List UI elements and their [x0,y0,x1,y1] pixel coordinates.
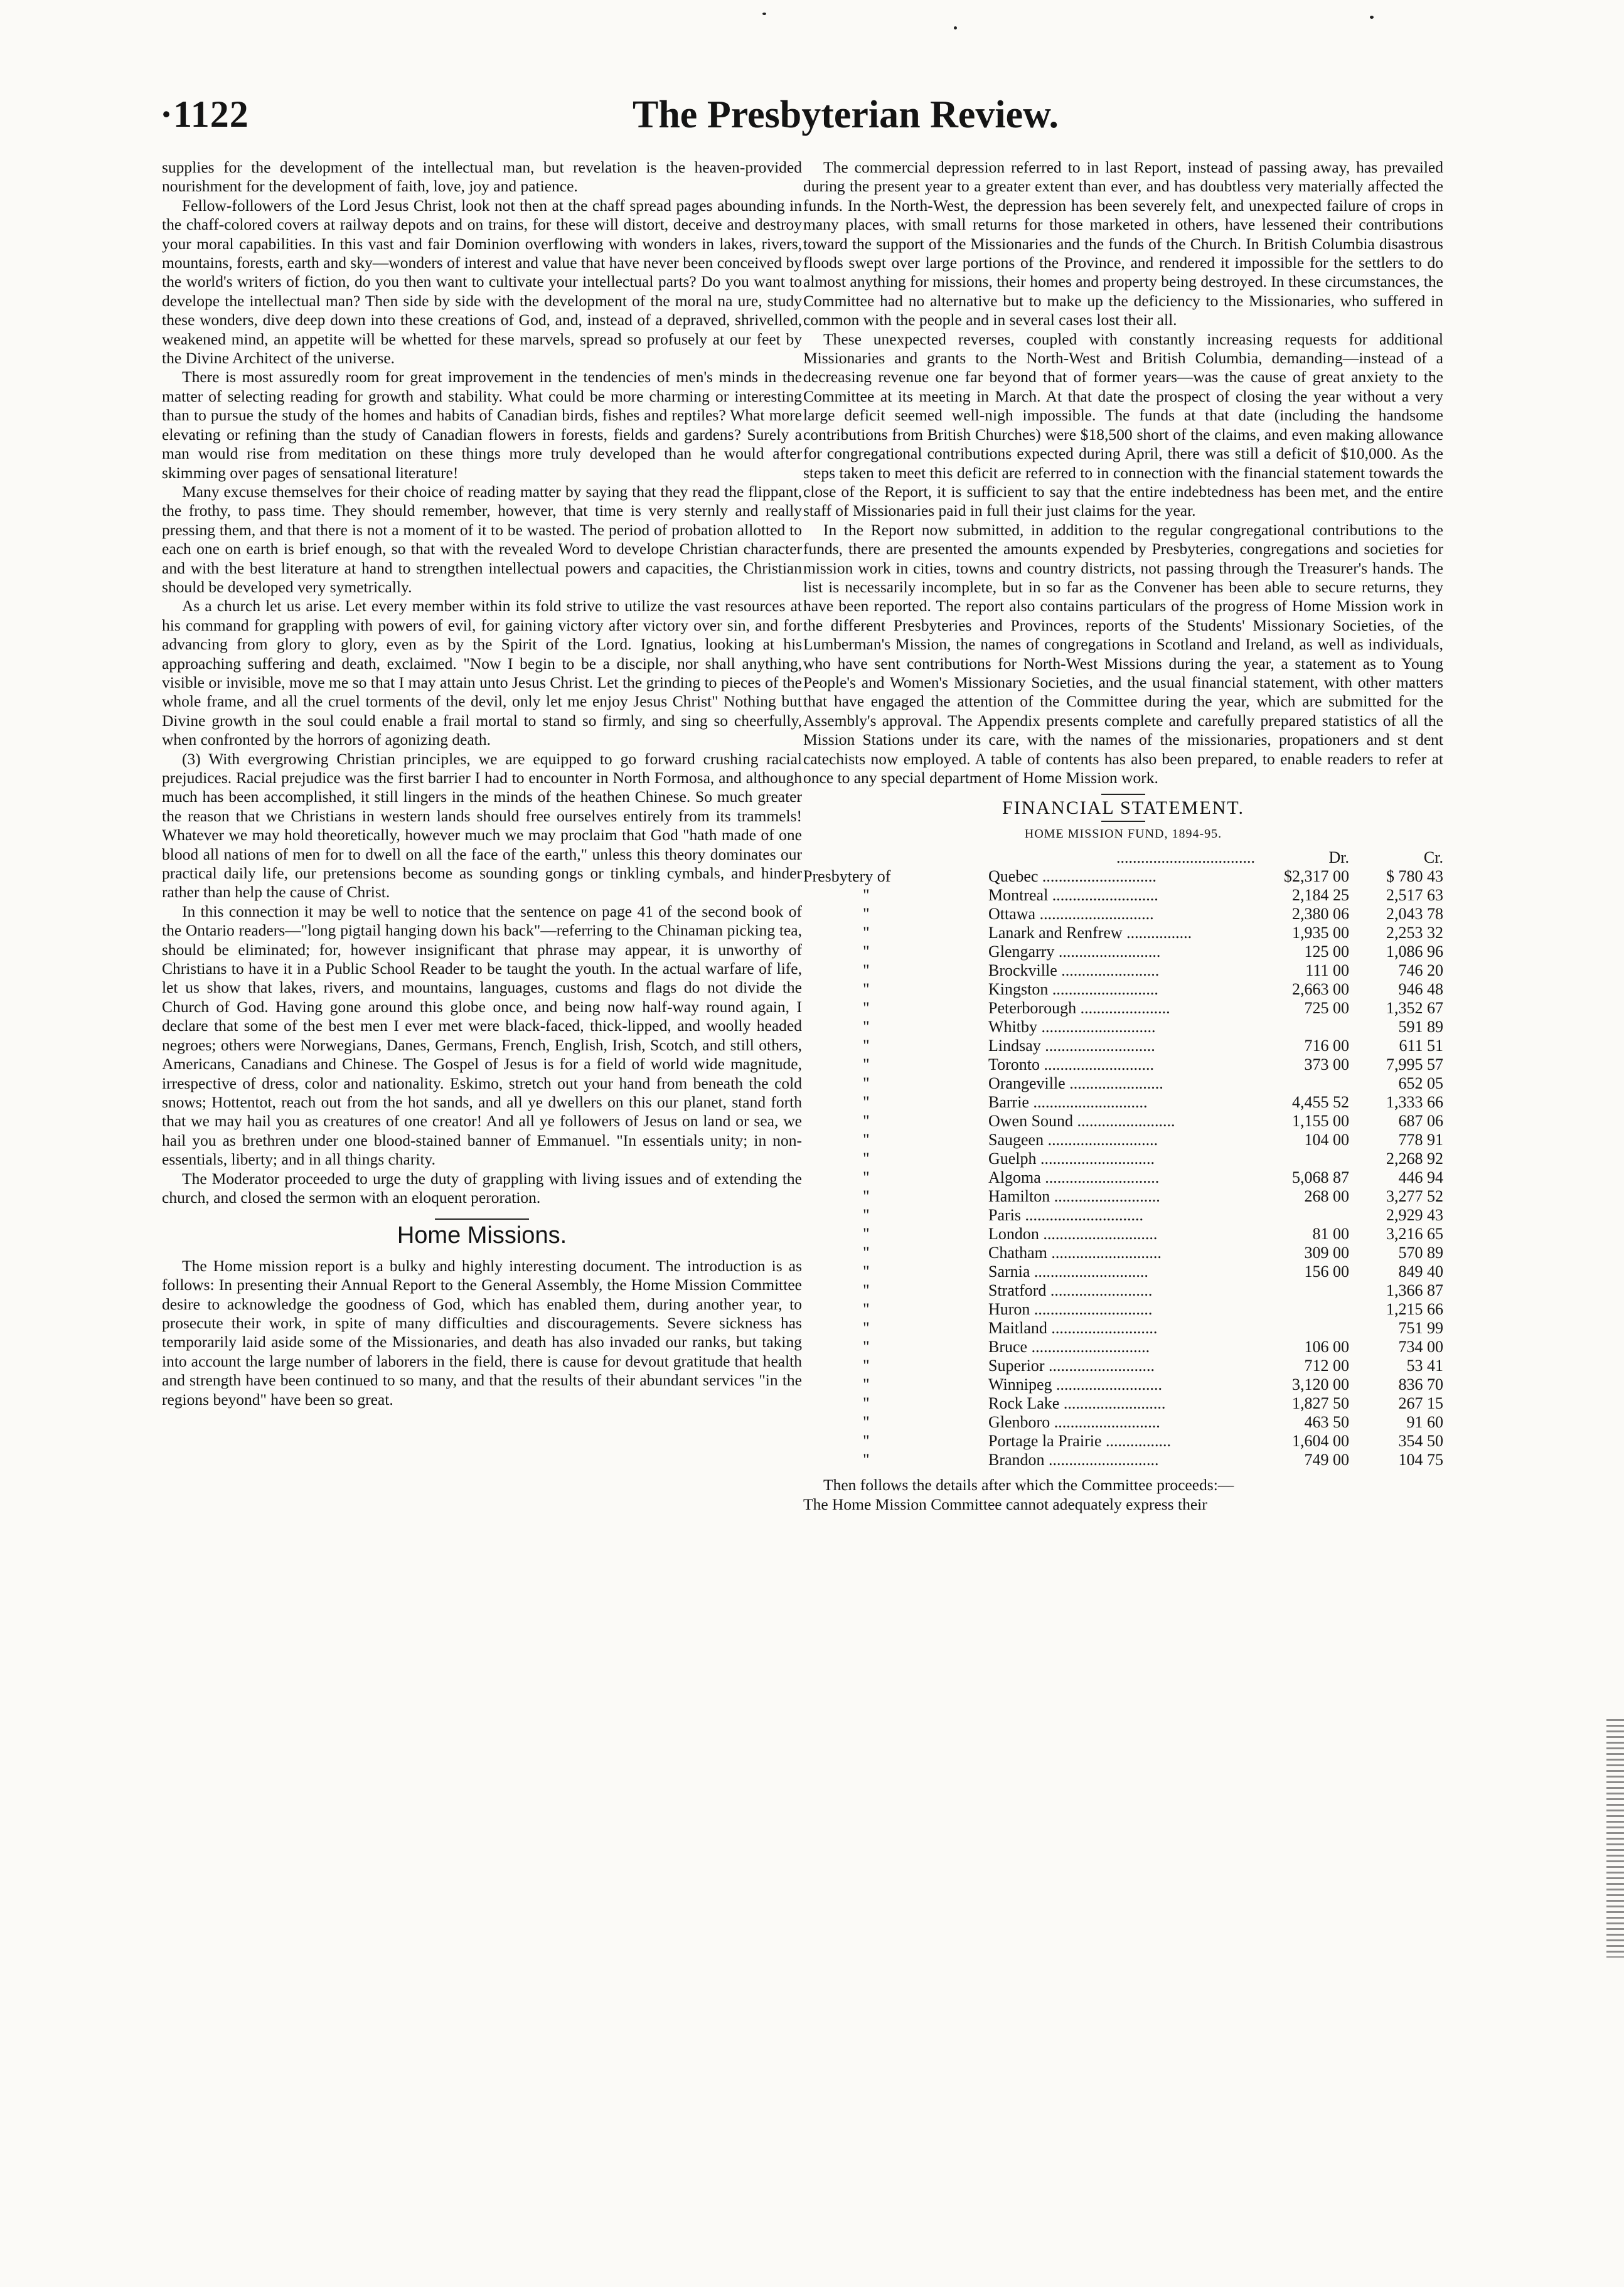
credit-amount: 652 05 [1398,1074,1443,1093]
article-paragraph: As a church let us arise. Let every member within its fold strive to utilize the vast resources at his command for grappling with powers of evil, for gaining victory after victory over sin, and for advancing from glory to glory, even as by the Spirit of the Lord. Ignatius, looking at his approaching suffering and death, exclaimed. "Now I begin to be a disciple, nor shall anything, visible or invisible, move me so that I may attain unto Jesus Christ. Let the grinding to pieces of the whole frame, and all the cruel torments of the devil, only let me enjoy Jesus Christ" Nothing but Divine growth in the soul could enable a frail mortal to stand so firmly, and sing so cheerfully, when confronted by the horrors of agonizing death. [162,597,802,749]
debit-amount: 749 00 [1304,1451,1349,1469]
debit-amount: 2,184 25 [1292,886,1349,905]
credit-amount: 1,086 96 [1386,942,1443,961]
ditto-mark: " [863,1413,870,1432]
debit-amount [1255,1281,1349,1300]
debit-amount: 1,935 00 [1292,924,1349,942]
ditto-mark: " [863,924,870,942]
debit-amount: 2,663 00 [1292,980,1349,999]
table-divider [1101,821,1145,822]
table-row [803,942,1443,961]
presbytery-name: Stratford ......................... [988,1281,1153,1300]
debit-amount: 268 00 [1304,1187,1349,1206]
article-paragraph: Many excuse themselves for their choice of reading matter by saying that they read the flippant, the frothy, to pass time. They should remember, however, that time is very sternly and really pressing them, and that there is not a moment of it to be wasted. The period of probation allotted to each one on earth is brief enough, so that with the revealed Word to develope Christian character and with the best literature at hand to strengthen intellectual powers and capacities, the Christian should be developed very symetrically. [162,482,802,596]
right-column [803,158,1443,1514]
presbytery-name: Winnipeg .......................... [988,1375,1162,1394]
presbytery-name: Owen Sound ........................ [988,1112,1175,1131]
table-row [803,886,1443,905]
article-paragraph: The Home Mission Committee cannot adequately express their [803,1495,1207,1513]
debit-amount: 106 00 [1304,1338,1349,1357]
left-column [162,158,802,1409]
table-row [803,1037,1443,1055]
table-row [803,1375,1443,1394]
ditto-mark: " [863,1074,870,1093]
scan-speck [954,26,957,29]
debit-amount [1255,1074,1349,1093]
presbytery-name: Hamilton .......................... [988,1187,1160,1206]
credit-amount: 751 99 [1398,1319,1443,1338]
debit-amount: 156 00 [1304,1262,1349,1281]
presbytery-name: Bruce ............................. [988,1338,1150,1357]
article-paragraph: In this connection it may be well to notice that the sentence on page 41 of the second book of the Ontario readers—"long pigtail hanging down his back"—referring to the Chinaman picking tea, should be eliminated; for, however insignificant that phrase may appear, it is unworthy of Christians to have it in a Public School Reader to be taught the youth. In the actual warfare of life, let us show that lakes, rivers, and mountains, languages, customs and flags do not divide the Church of God. Having gone around this globe once, and being now half-way round again, I declare that some of the best men I ever met were black-faced, thick-lipped, and woolly headed negroes; others were Norwegians, Danes, Germans, French, English, Irish, Scotch, and still others, Americans, Canadians and Chinese. The Gospel of Jesus is for a field of world wide magnitude, irrespective of dress, color and nationality. Eskimo, stretch out your hand from beneath the cold snows; Hottentot, reach out from the hot sands, and all ye dwellers on this our planet, stand forth that we may hail you as creatures of one creator! And all ye followers of Jesus on land or sea, we hail you as brethren under one blood-stained banner of Emmanuel. "In essentials unity; in non-essentials, liberty; and in all things charity. [162,902,802,1169]
table-row [803,1206,1443,1225]
presbytery-name: Sarnia ............................ [988,1262,1148,1281]
credit-amount: 3,277 52 [1386,1187,1443,1206]
financial-statement-subtitle: HOME MISSION FUND, 1894-95. [1024,826,1222,841]
presbytery-name: Kingston .......................... [988,980,1158,999]
table-divider [1101,794,1145,795]
ditto-mark: " [863,1018,870,1037]
table-row [803,999,1443,1018]
presbytery-name: Montreal .......................... [988,886,1158,905]
credit-amount: 2,517 63 [1386,886,1443,905]
presbytery-name: Rock Lake ......................... [988,1394,1166,1413]
page-header [160,93,1531,149]
debit-amount: 81 00 [1312,1225,1349,1244]
ditto-mark: " [863,1319,870,1338]
table-row [803,961,1443,980]
credit-amount: 734 00 [1398,1338,1443,1357]
debit-amount: 3,120 00 [1292,1375,1349,1394]
ditto-mark: " [863,905,870,924]
section-divider [435,1218,529,1220]
presbytery-name: Huron ............................. [988,1300,1153,1319]
ditto-mark: " [863,999,870,1018]
credit-amount: 591 89 [1398,1018,1443,1037]
credit-amount: 1,215 66 [1386,1300,1443,1319]
table-row [803,867,1443,886]
article-paragraph: The commercial depression referred to in last Report, instead of passing away, has prevailed during the present year to a greater extent than ever, and has doubtless very materially affected the funds. In the North-West, the depression has been severely felt, and unexpected failure of crops in many places, with small returns for those marketed in others, have lessened their contributions toward the support of the Missionaries and the funds of the Church. In British Columbia disastrous floods swept over large portions of the Province, and rendered it impossible for the settlers to do almost anything for missions, their homes and property being destroyed. In these circumstances, the Committee had no alternative but to make up the deficiency to the Missionaries, who suffered in common with the people and in several cases lost their all. [803,158,1443,329]
table-row [803,1357,1443,1375]
table-row [803,1300,1443,1319]
presbytery-name: Lanark and Renfrew ................ [988,924,1192,942]
table-row [803,1187,1443,1206]
page-number: ·1122 [160,93,249,135]
article-paragraph: Then follows the details after which the Committee proceeds:— [823,1476,1234,1495]
credit-amount: 3,216 65 [1386,1225,1443,1244]
ditto-mark: " [863,942,870,961]
article-paragraph: There is most assuredly room for great improvement in the tendencies of men's minds in the matter of selecting reading for growth and stability. What could be more charming or interesting than to pursue the study of the homes and habits of Canadian birds, fishes and reptiles? What more elevating or refining than the study of Canadian flowers in forests, fields and gardens? Surely a man would rise from meditation on these things more truly developed than he would after skimming over pages of sensational literature! [162,368,802,482]
table-row [803,1319,1443,1338]
dr-header: Dr. [1328,848,1349,867]
credit-amount: 267 15 [1398,1394,1443,1413]
ditto-mark: " [863,1357,870,1375]
table-row [803,1394,1443,1413]
ditto-mark: " [863,1432,870,1451]
ditto-mark: " [863,1281,870,1300]
ditto-mark: " [863,1300,870,1319]
debit-amount [1255,1206,1349,1225]
debit-amount: 716 00 [1304,1037,1349,1055]
table-row [803,1225,1443,1244]
debit-amount: 104 00 [1304,1131,1349,1149]
credit-amount: 2,929 43 [1386,1206,1443,1225]
ditto-mark: " [863,1244,870,1262]
debit-amount [1255,1149,1349,1168]
presbytery-name: Portage la Prairie ................ [988,1432,1171,1451]
table-row [803,1338,1443,1357]
article-paragraph: Fellow-followers of the Lord Jesus Christ, look not then at the chaff spread pages abounding in the chaff-colored covers at railway depots and on trains, for these will distort, deceive and destroy your moral capabilities. In this vast and fair Dominion overflowing with wonders in lakes, rivers, mountains, forests, earth and sky—wonders of interest and value that have never been conceived by the world's writers of fiction, do you then want to cultivate your intellectual parts? Do you want to develope the intellectual man? Then side by side with the development of the moral na ure, study these wonders, dive deep down into these creations of God, and, instead of a depraved, shrivelled, weakened mind, an appetite will be whetted for these marvels, spread so profusely at our feet by the Divine Architect of the universe. [162,196,802,368]
debit-amount: 5,068 87 [1292,1168,1349,1187]
credit-amount: 354 50 [1398,1432,1443,1451]
ditto-mark: " [863,1037,870,1055]
presbytery-name: Paris ............................. [988,1206,1143,1225]
presbytery-name: Whitby ............................ [988,1018,1156,1037]
debit-amount: 712 00 [1304,1357,1349,1375]
presbytery-name: Peterborough ...................... [988,999,1170,1018]
credit-amount: 2,043 78 [1386,905,1443,924]
presbytery-name: Ottawa ............................ [988,905,1154,924]
ditto-mark: " [863,1093,870,1112]
journal-title: The Presbyterian Review. [632,93,1059,136]
credit-amount: 778 91 [1398,1131,1443,1149]
table-row [803,1149,1443,1168]
ditto-mark: " [863,1262,870,1281]
debit-amount [1255,1018,1349,1037]
table-row [803,1093,1443,1112]
table-row [803,1168,1443,1187]
credit-amount: 2,253 32 [1386,924,1443,942]
scan-speck [762,13,766,15]
presbytery-name: Algoma ............................ [988,1168,1160,1187]
section-heading: Home Missions. [397,1222,567,1249]
scan-speck [1370,16,1374,19]
debit-amount: 463 50 [1304,1413,1349,1432]
table-row [803,1112,1443,1131]
ditto-mark: " [863,1451,870,1469]
debit-amount: 1,827 50 [1292,1394,1349,1413]
financial-table [803,848,1443,1469]
presbytery-name: Brockville ........................ [988,961,1160,980]
presbytery-name: Maitland .......................... [988,1319,1158,1338]
credit-amount: 746 20 [1398,961,1443,980]
ditto-mark: " [863,961,870,980]
table-row [803,1451,1443,1469]
credit-amount: $ 780 43 [1386,867,1443,886]
ditto-mark: " [863,1187,870,1206]
presbytery-name: Superior .......................... [988,1357,1155,1375]
article-paragraph: These unexpected reverses, coupled with constantly increasing requests for additional Missionaries and grants to the North-West and British Columbia, demanding—instead of a decreasing revenue one far beyond that of former years—was the cause of great anxiety to the Committee at its meeting in March. At that date the prospect of closing the year without a very large deficit seemed well-nigh impossible. The funds at that date (including the handsome contributions from British Churches) were $18,500 short of the claims, and even making allowance for congregational contributions expected during April, there was still a deficit of $10,000. As the steps taken to meet this deficit are referred to in connection with the financial statement towards the close of the Report, it is sufficient to say that the entire indebtedness has been met, and the entire staff of Missionaries paid in full their just claims for the year. [803,329,1443,520]
article-paragraph: The Moderator proceeded to urge the duty of grappling with living issues and of extending the church, and closed the sermon with an eloquent peroration. [162,1169,802,1207]
debit-amount: 373 00 [1304,1055,1349,1074]
scan-edge-noise [1606,1719,1624,1958]
ditto-mark: " [863,1131,870,1149]
debit-amount: 125 00 [1304,942,1349,961]
credit-amount: 1,352 67 [1386,999,1443,1018]
credit-amount: 946 48 [1398,980,1443,999]
table-row [803,1244,1443,1262]
ditto-mark: " [863,1375,870,1394]
table-header-row: .................................. Dr. Cr. [1116,848,1443,867]
table-row [803,1413,1443,1432]
debit-amount [1255,1319,1349,1338]
table-row [803,1131,1443,1149]
table-row [803,905,1443,924]
table-row [803,924,1443,942]
credit-amount: 687 06 [1398,1112,1443,1131]
credit-amount: 104 75 [1398,1451,1443,1469]
presbytery-name: Brandon ........................... [988,1451,1159,1469]
ditto-mark: " [863,1338,870,1357]
presbytery-name: Guelph ............................ [988,1149,1155,1168]
presbytery-name: Glengarry ......................... [988,942,1161,961]
credit-amount: 53 41 [1406,1357,1443,1375]
debit-amount: 111 00 [1305,961,1349,980]
table-row [803,1055,1443,1074]
table-row [803,980,1443,999]
credit-amount: 1,333 66 [1386,1093,1443,1112]
presbytery-name: Chatham ........................... [988,1244,1162,1262]
credit-amount: 91 60 [1406,1413,1443,1432]
credit-amount: 570 89 [1398,1244,1443,1262]
credit-amount: 611 51 [1399,1037,1443,1055]
presbytery-name: London ............................ [988,1225,1158,1244]
article-paragraph: In the Report now submitted, in addition to the regular congregational contributions to the funds, there are presented the amounts expended by Presbyteries, congregations and societies for mission work in cities, towns and country districts, not passing through the Treasurer's hands. The list is necessarily incomplete, but in so far as the Convener has been able to secure returns, they have been reported. The report also contains particulars of the progress of Home Mission work in the different Presbyteries and Provinces, reports of the Students' Missionary Societies, of the Lumberman's Mission, the names of congregations in Scotland and Ireland, as well as individuals, who have sent contributions for North-West Missions during the year, a statement as to Young People's and Women's Missionary Societies, and the usual financial statement, with other matters that have engaged the attention of the Committee during the year, which are submitted for the Assembly's approval. The Appendix presents complete and carefully prepared statistics of all the Mission Stations under its care, with the names of the missionaries, propationers and st dent catechists now employed. A table of contents has also been prepared, to enable readers to refer at once to any special department of Home Mission work. [803,520,1443,787]
debit-amount [1255,1300,1349,1319]
article-paragraph: (3) With evergrowing Christian principles, we are equipped to go forward crushing racial prejudices. Racial prejudice was the first barrier I had to encounter in North Formosa, and although much has been accomplished, it still lingers in the minds of the heathen Chinese. So much greater the reason that we Christians in western lands should free ourselves entirely from its trammels! Whatever we may hold theoretically, however much we may proclaim that God "hath made of one blood all nations of men for to dwell on all the face of the earth," unless this theory dominates our practical daily life, our pretensions become as sounding gongs or tinkling cymbals, and hinder rather than help the cause of Christ. [162,749,802,902]
presbytery-name: Quebec ............................ [988,867,1157,886]
credit-amount: 2,268 92 [1386,1149,1443,1168]
ditto-mark: " [863,886,870,905]
closing-text [803,1476,1443,1514]
presbytery-name: Orangeville ....................... [988,1074,1163,1093]
debit-amount: 1,604 00 [1292,1432,1349,1451]
credit-amount: 836 70 [1398,1375,1443,1394]
ditto-mark: " [863,1225,870,1244]
presbytery-name: Saugeen ........................... [988,1131,1158,1149]
table-row [803,1018,1443,1037]
credit-amount: 446 94 [1398,1168,1443,1187]
ditto-mark: " [863,1055,870,1074]
ditto-mark: " [863,980,870,999]
presbytery-name: Barrie ............................ [988,1093,1148,1112]
article-paragraph: supplies for the development of the intellectual man, but revelation is the heaven-provided nourishment for the development of faith, love, joy and patience. [162,158,802,196]
table-row [803,1074,1443,1093]
ditto-mark: " [863,1394,870,1413]
article-paragraph: The Home mission report is a bulky and highly interesting document. The introduction is as follows: In presenting their Annual Report to the General Assembly, the Home Mission Committee desire to acknowledge the goodness of God, which has enabled them, during another year, to prosecute their work, in spite of many difficulties and discouragements. Severe sickness has temporarily laid aside some of the Missionaries, and death has also invaded our ranks, but taking into account the large number of laborers in the field, there is cause for devout gratitude that health and strength have been continued to so many, and that the results of their abundant services "in the regions beyond" have been so great. [162,1256,802,1409]
debit-amount: 2,380 06 [1292,905,1349,924]
presbytery-prefix: Presbytery of [803,867,891,886]
credit-amount: 849 40 [1398,1262,1443,1281]
financial-statement-title: FINANCIAL STATEMENT. [1002,797,1244,819]
table-row [803,1281,1443,1300]
table-row [803,1432,1443,1451]
debit-amount: 4,455 52 [1292,1093,1349,1112]
debit-amount: 1,155 00 [1292,1112,1349,1131]
ditto-mark: " [863,1206,870,1225]
ditto-mark: " [863,1168,870,1187]
presbytery-name: Glenboro .......................... [988,1413,1160,1432]
ditto-mark: " [863,1149,870,1168]
credit-amount: 7,995 57 [1386,1055,1443,1074]
credit-amount: 1,366 87 [1386,1281,1443,1300]
debit-amount: 309 00 [1304,1244,1349,1262]
table-row [803,1262,1443,1281]
debit-amount: $2,317 00 [1284,867,1349,886]
presbytery-name: Toronto ........................... [988,1055,1154,1074]
ditto-mark: " [863,1112,870,1131]
debit-amount: 725 00 [1304,999,1349,1018]
presbytery-name: Lindsay ........................... [988,1037,1155,1055]
cr-header: Cr. [1423,848,1443,867]
